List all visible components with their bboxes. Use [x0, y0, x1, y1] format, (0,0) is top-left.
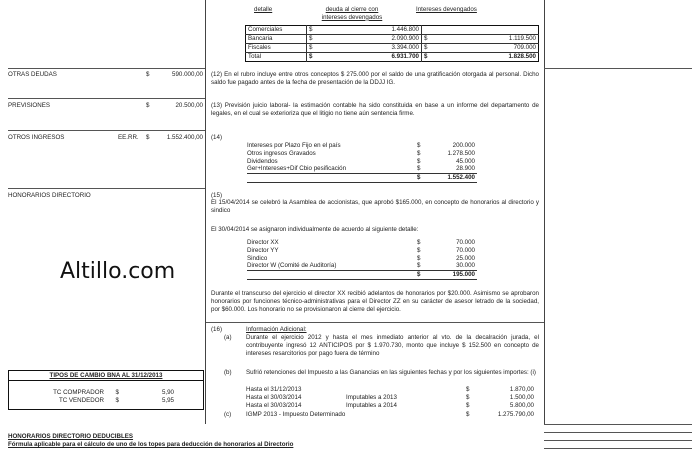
list-item: Otros ingresos Gravados $ 1.278.500	[247, 149, 475, 157]
header-detalle: detalle	[254, 6, 273, 13]
previsiones-label: PREVISIONES	[8, 102, 50, 109]
previsiones-note: (13) Previsión juicio laboral- la estimación contable ha sido constituida en base a un informe del departamento de legales, en el cual se exterioriza que el litigio no tiene aún sentencia firme.	[211, 102, 539, 117]
frame-right-line	[544, 0, 545, 424]
grid-line	[544, 440, 692, 441]
deuda-val: 1.446.800	[317, 26, 422, 35]
list-item: Director W (Comité de Auditoría) $ 30.000	[247, 262, 475, 270]
otros-ingresos-amount: 1.552.400,00	[166, 134, 203, 141]
grid-line	[544, 424, 692, 425]
previsiones-cur: $	[146, 102, 150, 109]
info-b-text: Sufrió retenciones del Impuesto a las Ganancias en las siguientes fechas y por los siguientes importes: (i)	[246, 369, 536, 376]
honorarios-num: (15)	[211, 192, 223, 199]
deudas-table	[245, 25, 539, 62]
list-item: Hasta el 30/03/2014 Imputables a 2013 $ 1.500,00	[246, 393, 534, 401]
interes-cur	[422, 26, 433, 35]
otras-deudas-note: (12) En el rubro incluye entre otros conceptos $ 275.000 por el saldo de una gratificación otorgada al personal. Dicho saldo fue pagado antes de la fecha de presentación de la DDJJ IG.	[211, 71, 539, 86]
list-item: Hasta el 30/03/2014 Imputables a 2014 $ 5.800,00	[246, 401, 534, 409]
section-line	[8, 188, 205, 189]
honorarios-p3: Durante el transcurso del ejercicio el director XX recibió adelantos de honorarios por $20.000. Asimismo se aprobaron honorarios por funciones técnico-administrativas para el Director ZZ en su carácter de asesor letrado de la sociedad, por $60.000. Los honorario no se provisionaron al cierre del ejercicio.	[211, 290, 539, 313]
deuda-name: Comerciales	[246, 26, 307, 35]
list-item: Sindico $ 25.000	[247, 254, 475, 262]
honorarios-p1: El 15/04/2014 se celebró la Asamblea de accionistas, que aprobó $165.000, en concepto de honorarios al directorio y sindico	[211, 199, 539, 214]
info-b-label: (b)	[224, 369, 232, 376]
interes-val: 1.828.500	[508, 53, 536, 61]
deuda-cur: $	[307, 44, 318, 53]
deuda-name: Fiscales	[246, 44, 307, 53]
deuda-name: Total	[246, 53, 307, 62]
section-line	[8, 68, 205, 69]
info-c-row: IGMP 2013 - Impuesto Determinado $ 1.275.790,00	[246, 411, 534, 418]
list-item: Hasta el 31/12/2013 $ 1.870,00	[246, 386, 534, 393]
list-total: $ 195.000	[247, 271, 477, 280]
header-intereses: Intereses devengados	[416, 6, 477, 13]
list-item: Intereses por Plazo Fijo en el país $ 200.000	[247, 142, 475, 149]
list-item: Dividendos $ 45.000	[247, 157, 475, 165]
header-deuda: deuda al cierre con intereses devengados	[321, 6, 383, 21]
table-row-total	[246, 53, 539, 62]
deuda-val: 2.090.900	[317, 35, 422, 44]
deuda-cur: $	[307, 26, 318, 35]
list-item: TC COMPRADOR $ 5,90	[53, 389, 174, 396]
list-total: $ 1.552.400	[247, 174, 477, 183]
footer-title: HONORARIOS DIRECTORIO DEDUCIBLES	[8, 433, 134, 440]
info-b-list	[246, 386, 536, 409]
frame-left-line	[205, 0, 206, 424]
deuda-name: Bancaria	[246, 35, 307, 44]
section-line	[206, 322, 544, 323]
deuda-cur: $	[309, 53, 313, 61]
list-item: Ger+Intereses+Dif Cbio pesificación $ 28.900	[247, 165, 475, 173]
previsiones-amount: 20.500,00	[175, 102, 203, 109]
section-line	[8, 98, 205, 99]
grid-line	[544, 448, 692, 449]
interes-val: 709.000	[432, 44, 539, 53]
table-row	[246, 35, 539, 44]
tipos-cambio-box	[8, 370, 204, 410]
otras-deudas-cur: $	[146, 71, 150, 78]
info-a-text: Durante el ejercicio 2012 y hasta el mes inmediato anterior al vto. de la decalración jurada, el contribuyente ingresó 12 ANTICIPOS por $ 1.970.730, monto que incluye $ 152.500 en concepto de intereses resarcitorios por pago fuera de término	[246, 334, 539, 357]
table-row	[246, 44, 539, 53]
watermark-text: Altillo.com	[60, 259, 176, 284]
section-line	[8, 130, 205, 131]
interes-cur: $	[422, 44, 433, 53]
otras-deudas-label: OTRAS DEUDAS	[8, 71, 57, 78]
info-title: Información Adicional:	[246, 326, 307, 333]
footer-subtitle: Fórmula aplicable para el cálculo de uno de los topes para deducción de honorarios al Directorio	[8, 441, 294, 448]
table-row	[246, 26, 539, 35]
otros-ingresos-label: OTROS INGRESOS	[8, 134, 65, 141]
list-item: Director YY $ 70.000	[247, 246, 475, 254]
interes-cur: $	[424, 53, 428, 61]
otros-ingresos-num: (14)	[211, 134, 223, 141]
tipos-cambio-title: TIPOS DE CAMBIO BNA AL 31/12/2013	[9, 371, 203, 381]
deuda-val: 3.394.000	[317, 44, 422, 53]
honorarios-p2: El 30/04/2014 se asignaron individualmente de acuerdo al siguiente detalle:	[211, 226, 419, 233]
info-a-label: (a)	[224, 334, 232, 341]
info-num: (16)	[211, 326, 223, 333]
list-item: Director XX $ 70.000	[247, 239, 475, 246]
otras-deudas-amount: 590.000,00	[172, 71, 203, 78]
list-item: TC VENDEDOR $ 5,95	[58, 396, 174, 404]
otros-ingresos-list	[247, 142, 477, 183]
deuda-val: 6.931.700	[317, 53, 422, 62]
honorarios-list	[247, 239, 477, 280]
interes-val: 1.119.500	[432, 35, 539, 44]
deuda-cur: $	[307, 35, 318, 44]
interes-val	[432, 26, 539, 35]
section-line	[544, 68, 692, 69]
info-c-label: (c)	[224, 411, 232, 418]
otros-ingresos-tag: EE.RR.	[118, 134, 139, 141]
grid-line	[544, 432, 692, 433]
interes-cur: $	[422, 35, 433, 44]
otros-ingresos-cur: $	[146, 134, 150, 141]
honorarios-label: HONORARIOS DIRECTORIO	[8, 192, 91, 199]
